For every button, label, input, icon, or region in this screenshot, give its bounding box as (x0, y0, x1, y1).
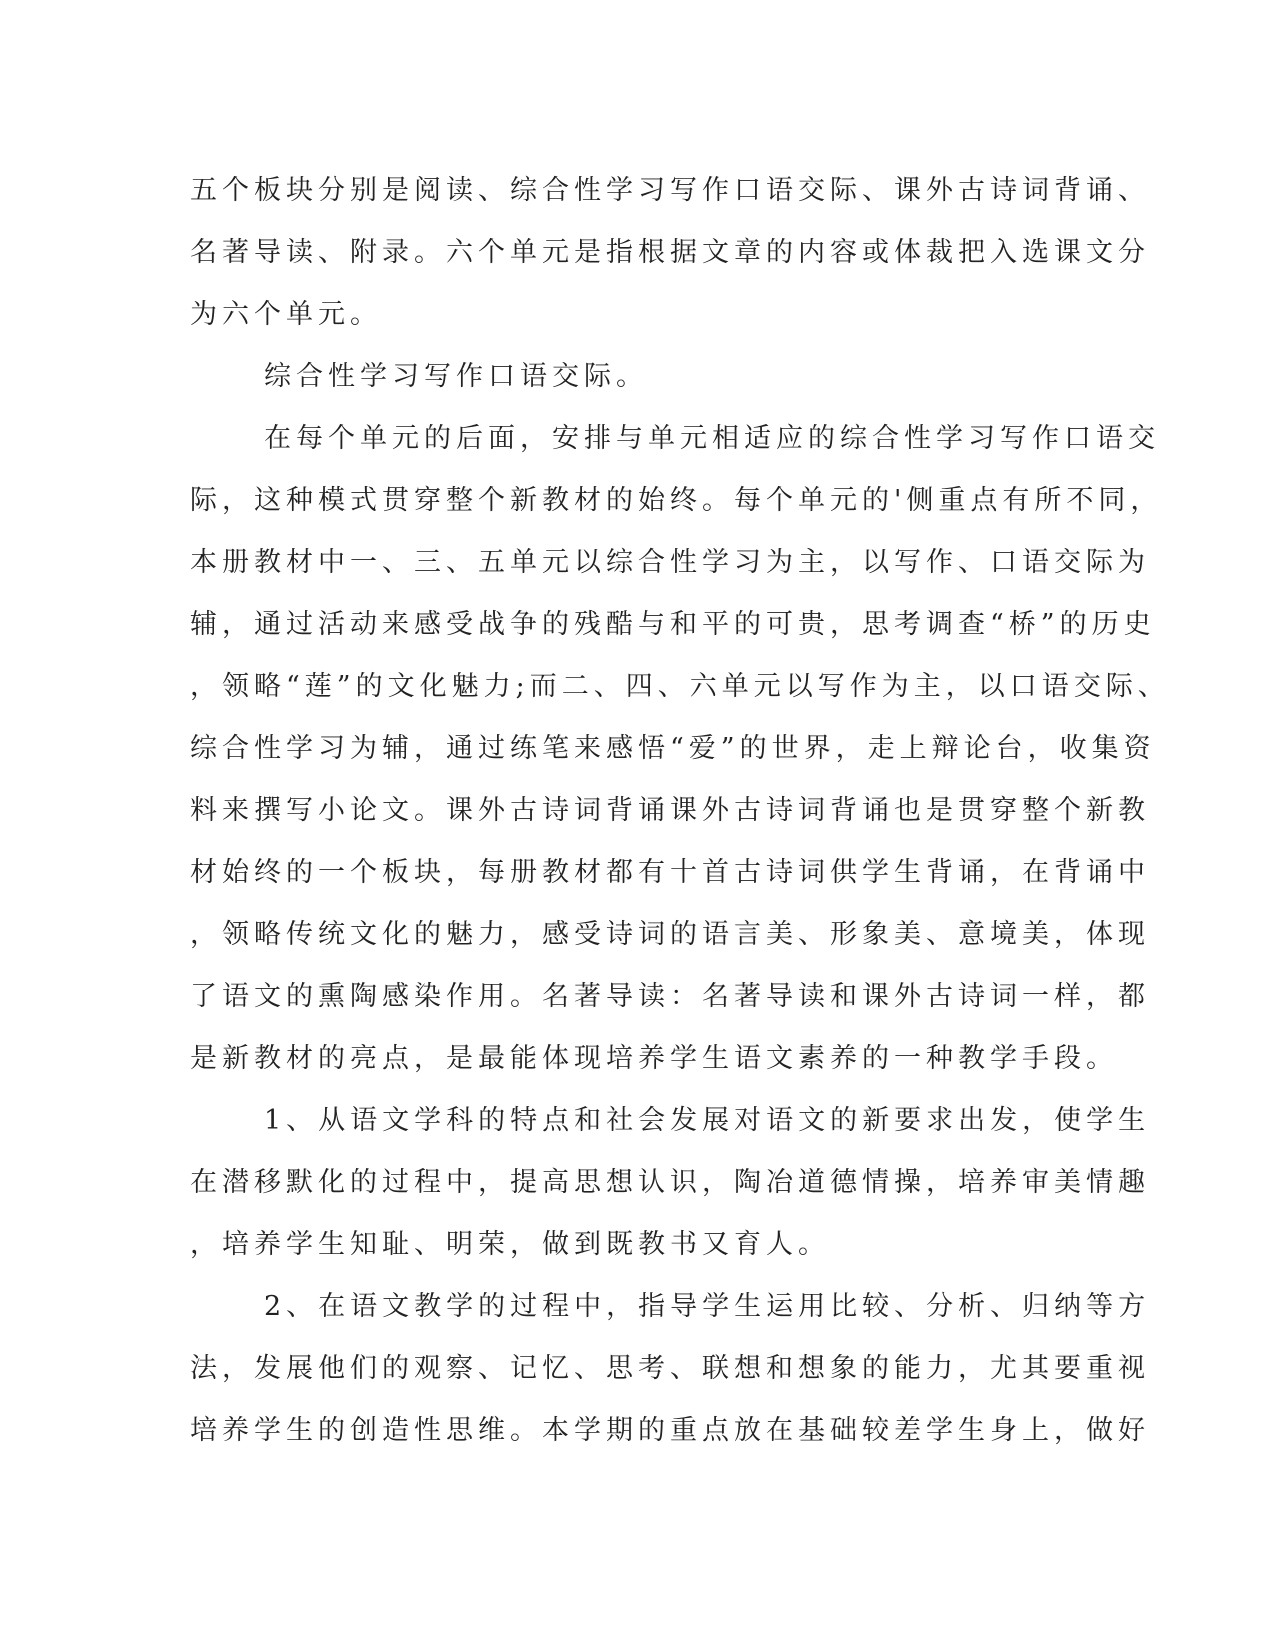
text-line: 培养学生的创造性思维。本学期的重点放在基础较差学生身上，做好 (190, 1415, 1150, 1446)
paragraph-3 (190, 408, 1170, 1090)
document-body (190, 160, 1170, 1462)
text-line: 了语文的熏陶感染作用。名著导读：名著导读和课外古诗词一样，都 (190, 981, 1150, 1012)
text-line: 本册教材中一、三、五单元以综合性学习为主，以写作、口语交际为 (190, 547, 1150, 578)
text-line: 综合性学习为辅，通过练笔来感悟“爱”的世界，走上辩论台，收集资 (190, 733, 1156, 764)
paragraph-2 (190, 346, 1070, 408)
text-line: ，领略传统文化的魅力，感受诗词的语言美、形象美、意境美，体现 (190, 919, 1150, 950)
paragraph-4 (190, 1090, 1151, 1276)
text-line: 材始终的一个板块，每册教材都有十首古诗词供学生背诵，在背诵中 (190, 857, 1150, 888)
text-line: 五个板块分别是阅读、综合性学习写作口语交际、课外古诗词背诵、 (190, 175, 1150, 206)
text-line: 法，发展他们的观察、记忆、思考、联想和想象的能力，尤其要重视 (190, 1353, 1150, 1384)
text-line: 1、从语文学科的特点和社会发展对语文的新要求出发，使学生 (264, 1105, 1151, 1136)
text-line: 在潜移默化的过程中，提高思想认识，陶冶道德情操，培养审美情趣 (190, 1167, 1150, 1198)
text-line: 综合性学习写作口语交际。 (264, 361, 648, 392)
text-line: 际，这种模式贯穿整个新教材的始终。每个单元的'侧重点有所不同， (190, 485, 1163, 516)
text-line: 在每个单元的后面，安排与单元相适应的综合性学习写作口语交 (264, 423, 1160, 454)
paragraph-5 (190, 1276, 1151, 1462)
text-line: ，培养学生知耻、明荣，做到既教书又育人。 (190, 1229, 830, 1260)
text-line: 为六个单元。 (190, 299, 382, 330)
text-line: 名著导读、附录。六个单元是指根据文章的内容或体裁把入选课文分 (190, 237, 1150, 268)
text-line: 料来撰写小论文。课外古诗词背诵课外古诗词背诵也是贯穿整个新教 (190, 795, 1150, 826)
paragraph-1 (190, 160, 1150, 346)
text-line: 是新教材的亮点，是最能体现培养学生语文素养的一种教学手段。 (190, 1043, 1118, 1074)
text-line: 辅，通过活动来感受战争的残酷与和平的可贵，思考调查“桥”的历史 (190, 609, 1156, 640)
text-line: ，领略“莲”的文化魅力;而二、四、六单元以写作为主，以口语交际、 (190, 671, 1170, 702)
text-line: 2、在语文教学的过程中，指导学生运用比较、分析、归纳等方 (264, 1291, 1151, 1322)
